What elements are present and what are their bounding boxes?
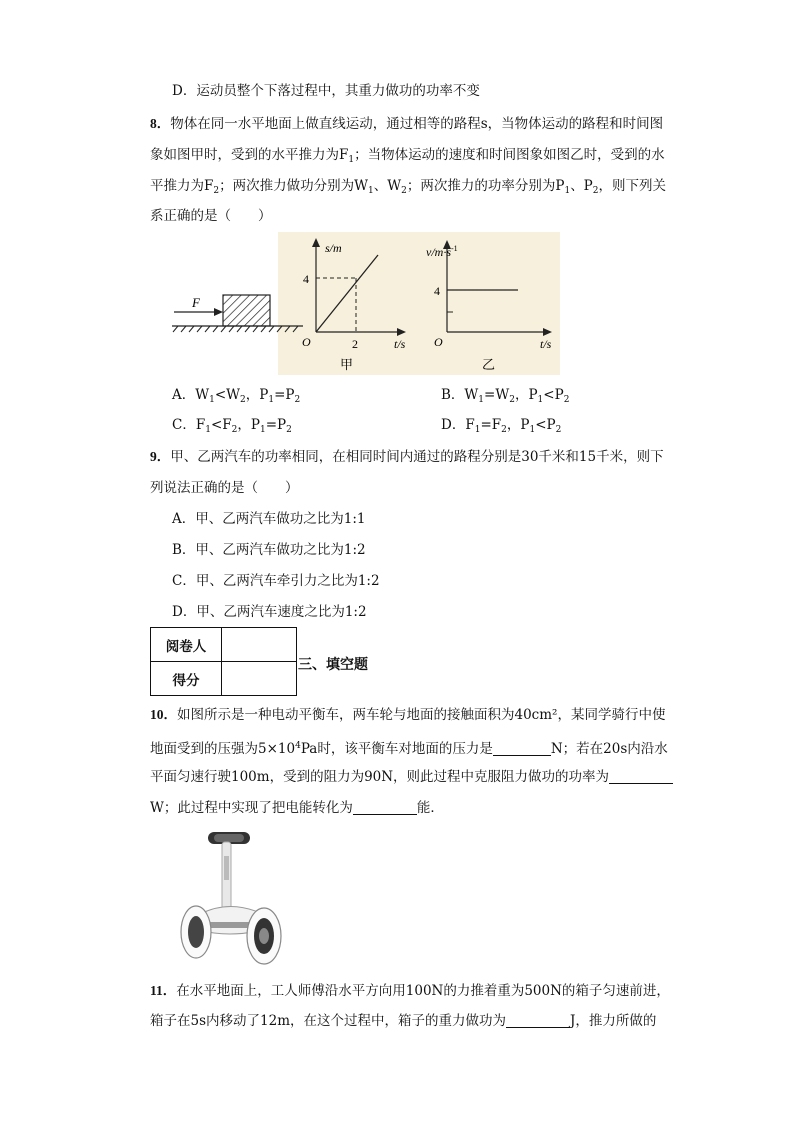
q10-blank-1[interactable] bbox=[493, 741, 551, 756]
q9-option-c: C．甲、乙两汽车牵引力之比为1:2 bbox=[172, 573, 380, 589]
q11-blank-1[interactable] bbox=[506, 1013, 570, 1028]
jia-x-label: t/s bbox=[394, 337, 406, 351]
opt-text: <W bbox=[214, 387, 241, 403]
column-detail bbox=[224, 856, 229, 880]
q9-line-1 bbox=[150, 448, 664, 466]
jia-tick-4: 4 bbox=[303, 272, 309, 286]
opt-sub: 2 bbox=[240, 395, 246, 405]
yi-y-label-text: v/m·s bbox=[426, 245, 451, 259]
opt-text: ，P bbox=[506, 417, 530, 433]
q10-text-2c: N；若在20s内沿水 bbox=[550, 741, 668, 757]
score-row-score bbox=[151, 662, 297, 696]
q10-text-3: 平面匀速行驶100m，受到的阻力为90N，则此过程中克服阻力做功的功率为 bbox=[150, 769, 610, 785]
reviewer-label: 阅卷人 bbox=[151, 628, 222, 662]
q9-option-b: B．甲、乙两汽车做功之比为1:2 bbox=[172, 542, 366, 558]
q8-figure bbox=[168, 232, 560, 375]
q8-sub: 1 bbox=[348, 155, 355, 165]
opt-sub: 1 bbox=[478, 395, 485, 405]
reviewer-cell[interactable] bbox=[222, 628, 297, 662]
figure-background bbox=[278, 232, 560, 375]
q8-text-3e: 、P bbox=[570, 178, 593, 194]
q11-line-1 bbox=[150, 982, 670, 1000]
opt-text: =P bbox=[265, 417, 287, 433]
q9-option-a: A．甲、乙两汽车做功之比为1:1 bbox=[172, 511, 366, 527]
q8-line-1 bbox=[150, 115, 663, 133]
q8-number: 8． bbox=[150, 116, 171, 131]
opt-text: <P bbox=[543, 387, 564, 403]
opt-sub: 1 bbox=[209, 395, 215, 405]
opt-sub: 1 bbox=[529, 425, 536, 435]
opt-text: ，P bbox=[237, 417, 260, 433]
yi-x-label: t/s bbox=[540, 337, 552, 351]
q8-text-1: 物体在同一水平地面上做直线运动，通过相等的路程s，当物体运动的路程和时间图 bbox=[170, 116, 664, 132]
score-table bbox=[150, 627, 297, 696]
force-label: F bbox=[192, 295, 200, 310]
q9-line-2: 列说法正确的是（ ） bbox=[150, 480, 299, 496]
q9-number: 9． bbox=[150, 449, 171, 464]
q10-line-4 bbox=[150, 799, 444, 817]
q11-line-2 bbox=[150, 1012, 656, 1030]
opt-sub: 1 bbox=[268, 395, 275, 405]
jia-tick-2: 2 bbox=[352, 337, 358, 351]
opt-text: ，P bbox=[514, 387, 538, 403]
opt-sub: 1 bbox=[537, 395, 544, 405]
q8-sub: 1 bbox=[368, 186, 374, 196]
q8-text-3b: ；两次推力做功分别为W bbox=[219, 178, 368, 194]
opt-text: D．F bbox=[441, 417, 475, 433]
q10-exp: 4 bbox=[295, 741, 301, 751]
opt-sub: 1 bbox=[205, 425, 211, 435]
opt-sub: 2 bbox=[509, 395, 515, 405]
jia-caption: 甲 bbox=[340, 358, 354, 373]
q11-text-2a: 箱子在5s内移动了12m，在这个过程中，箱子的重力做功为 bbox=[150, 1013, 506, 1029]
opt-text: <F bbox=[210, 417, 232, 433]
q10-text-4b: 能． bbox=[416, 800, 444, 816]
opt-text: =P bbox=[274, 387, 295, 403]
opt-text: ，P bbox=[245, 387, 269, 403]
q8-text-2a: 象如图甲时，受到的水平推力为F bbox=[150, 147, 349, 163]
hatched-block bbox=[223, 295, 270, 326]
yi-origin: O bbox=[434, 335, 443, 349]
q10-text-4a: W；此过程中实现了把电能转化为 bbox=[150, 800, 353, 816]
q8-option-d bbox=[441, 416, 561, 439]
q10-line-2 bbox=[150, 737, 668, 758]
q10-blank-3[interactable] bbox=[353, 800, 417, 815]
opt-sub: 2 bbox=[563, 395, 570, 405]
q8-sub: 2 bbox=[213, 186, 220, 196]
q10-line-1 bbox=[150, 706, 665, 724]
opt-sub: 2 bbox=[294, 395, 301, 405]
wheel-left-tire bbox=[188, 916, 204, 948]
q10-text-1: 如图所示是一种电动平衡车，两车轮与地面的接触面积为40cm²，某同学骑行中使 bbox=[177, 707, 666, 723]
q8-text-2b: ；当物体运动的速度和时间图象如图乙时，受到的水 bbox=[354, 147, 665, 163]
q8-sub: 1 bbox=[564, 186, 571, 196]
q9-text-1: 甲、乙两汽车的功率相同，在相同时间内通过的路程分别是30千米和15千米，则下 bbox=[170, 449, 664, 465]
q10-line-3 bbox=[150, 768, 673, 786]
wheel-right-hub bbox=[259, 928, 269, 944]
q8-sub: 2 bbox=[401, 186, 407, 196]
handlebar-grip bbox=[214, 834, 244, 842]
q10-text-2b: Pa时，该平衡车对地面的压力是 bbox=[300, 741, 493, 757]
opt-sub: 1 bbox=[474, 425, 481, 435]
score-row-reviewer bbox=[151, 628, 297, 662]
opt-sub: 2 bbox=[231, 425, 238, 435]
opt-sub: 1 bbox=[259, 425, 266, 435]
q8-text-3d: ；两次推力的功率分别为P bbox=[406, 178, 565, 194]
q8-text-3a: 平推力为F bbox=[150, 178, 214, 194]
opt-text: =W bbox=[484, 387, 510, 403]
jia-origin: O bbox=[302, 335, 311, 349]
q8-option-b bbox=[441, 386, 569, 409]
force-arrowhead bbox=[214, 308, 223, 316]
q8-option-a bbox=[172, 386, 300, 409]
q11-number: 11． bbox=[150, 983, 177, 998]
opt-text: =F bbox=[480, 417, 502, 433]
q10-text-2a: 地面受到的压强为5×10 bbox=[150, 741, 296, 757]
opt-text: <P bbox=[535, 417, 556, 433]
jia-y-label: s/m bbox=[325, 241, 342, 255]
score-label: 得分 bbox=[151, 662, 222, 696]
opt-text: B．W bbox=[441, 387, 479, 403]
q8-sub: 2 bbox=[592, 186, 599, 196]
score-cell[interactable] bbox=[222, 662, 297, 696]
q8-line-3 bbox=[150, 177, 666, 200]
opt-sub: 2 bbox=[286, 425, 292, 435]
yi-tick-4: 4 bbox=[434, 284, 440, 298]
q11-text-2b: J，推力所做的 bbox=[570, 1013, 657, 1029]
q8-line-2 bbox=[150, 146, 665, 169]
q9-option-d: D．甲、乙两汽车速度之比为1:2 bbox=[172, 604, 367, 620]
balance-scooter-image bbox=[172, 826, 286, 968]
yi-y-label-exp: -1 bbox=[451, 244, 458, 253]
q7-option-d: D．运动员整个下落过程中，其重力做功的功率不变 bbox=[172, 83, 480, 99]
yi-caption: 乙 bbox=[482, 358, 496, 373]
q10-number: 10． bbox=[150, 707, 177, 722]
q8-text-3f: ，则下列关 bbox=[598, 178, 667, 194]
opt-sub: 2 bbox=[501, 425, 507, 435]
q8-option-c bbox=[172, 416, 292, 439]
q8-text-3c: 、W bbox=[373, 178, 402, 194]
opt-text: A．W bbox=[172, 387, 210, 403]
opt-sub: 2 bbox=[555, 425, 562, 435]
section-title: 三、填空题 bbox=[298, 657, 368, 673]
q11-text-1: 在水平地面上，工人师傅沿水平方向用100N的力推着重为500N的箱子匀速前进， bbox=[176, 983, 670, 999]
q8-line-4: 系正确的是（ ） bbox=[150, 208, 272, 224]
q10-blank-2[interactable] bbox=[609, 769, 673, 784]
opt-text: C．F bbox=[172, 417, 206, 433]
